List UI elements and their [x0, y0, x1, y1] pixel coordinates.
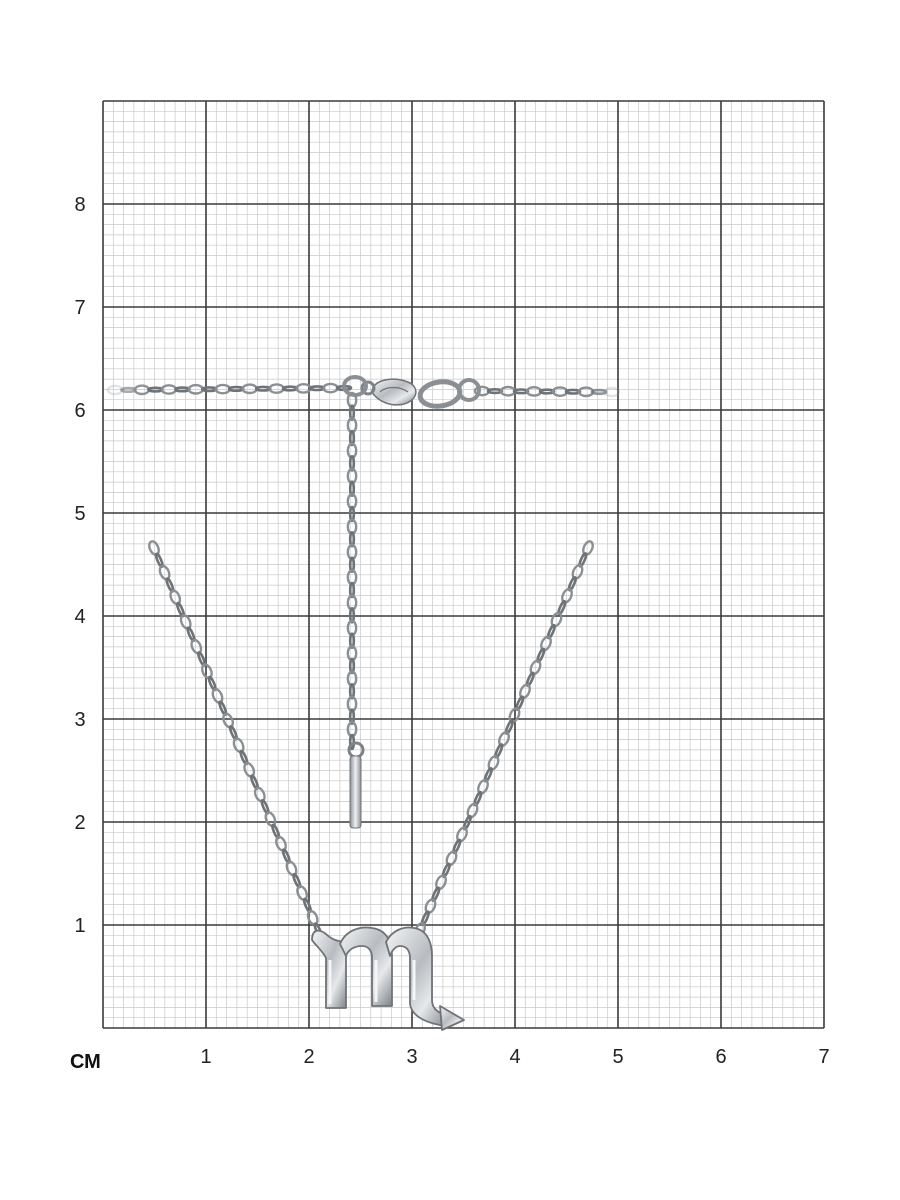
chain-link: [270, 384, 284, 393]
chain-link: [256, 387, 270, 391]
x-axis-labels: [200, 1046, 829, 1068]
chain-link: [229, 387, 243, 391]
chain-link: [135, 386, 149, 395]
x-tick-label: 3: [406, 1046, 418, 1068]
chain-link: [243, 385, 257, 394]
y-tick-label: 4: [74, 606, 86, 628]
measurement-grid: [103, 101, 824, 1028]
x-tick-label: 4: [509, 1046, 521, 1068]
x-tick-label: 5: [612, 1046, 624, 1068]
oval-ring: [419, 379, 462, 408]
y-tick-label: 3: [74, 709, 86, 731]
lobster-clasp: [362, 379, 416, 405]
unit-label: СМ: [70, 1051, 101, 1073]
y-axis-labels: [74, 194, 85, 937]
x-tick-label: 6: [715, 1046, 727, 1068]
necklace-chain: [108, 384, 619, 938]
y-tick-label: 2: [74, 812, 86, 834]
x-tick-label: 1: [200, 1046, 212, 1068]
y-tick-label: 5: [74, 503, 86, 525]
y-tick-label: 1: [74, 915, 86, 937]
y-tick-label: 6: [74, 400, 86, 422]
y-tick-label: 7: [74, 297, 86, 319]
scorpio-pendant: [312, 928, 464, 1030]
necklace: [108, 377, 619, 1030]
y-tick-label: 8: [74, 194, 86, 216]
x-tick-label: 2: [303, 1046, 315, 1068]
chain-link: [108, 386, 122, 395]
x-tick-label: 7: [818, 1046, 830, 1068]
chain-link: [283, 387, 297, 391]
chain-link: [310, 386, 324, 390]
end-tag: [349, 743, 363, 828]
chain-link: [323, 384, 337, 393]
chain-link: [121, 388, 135, 392]
